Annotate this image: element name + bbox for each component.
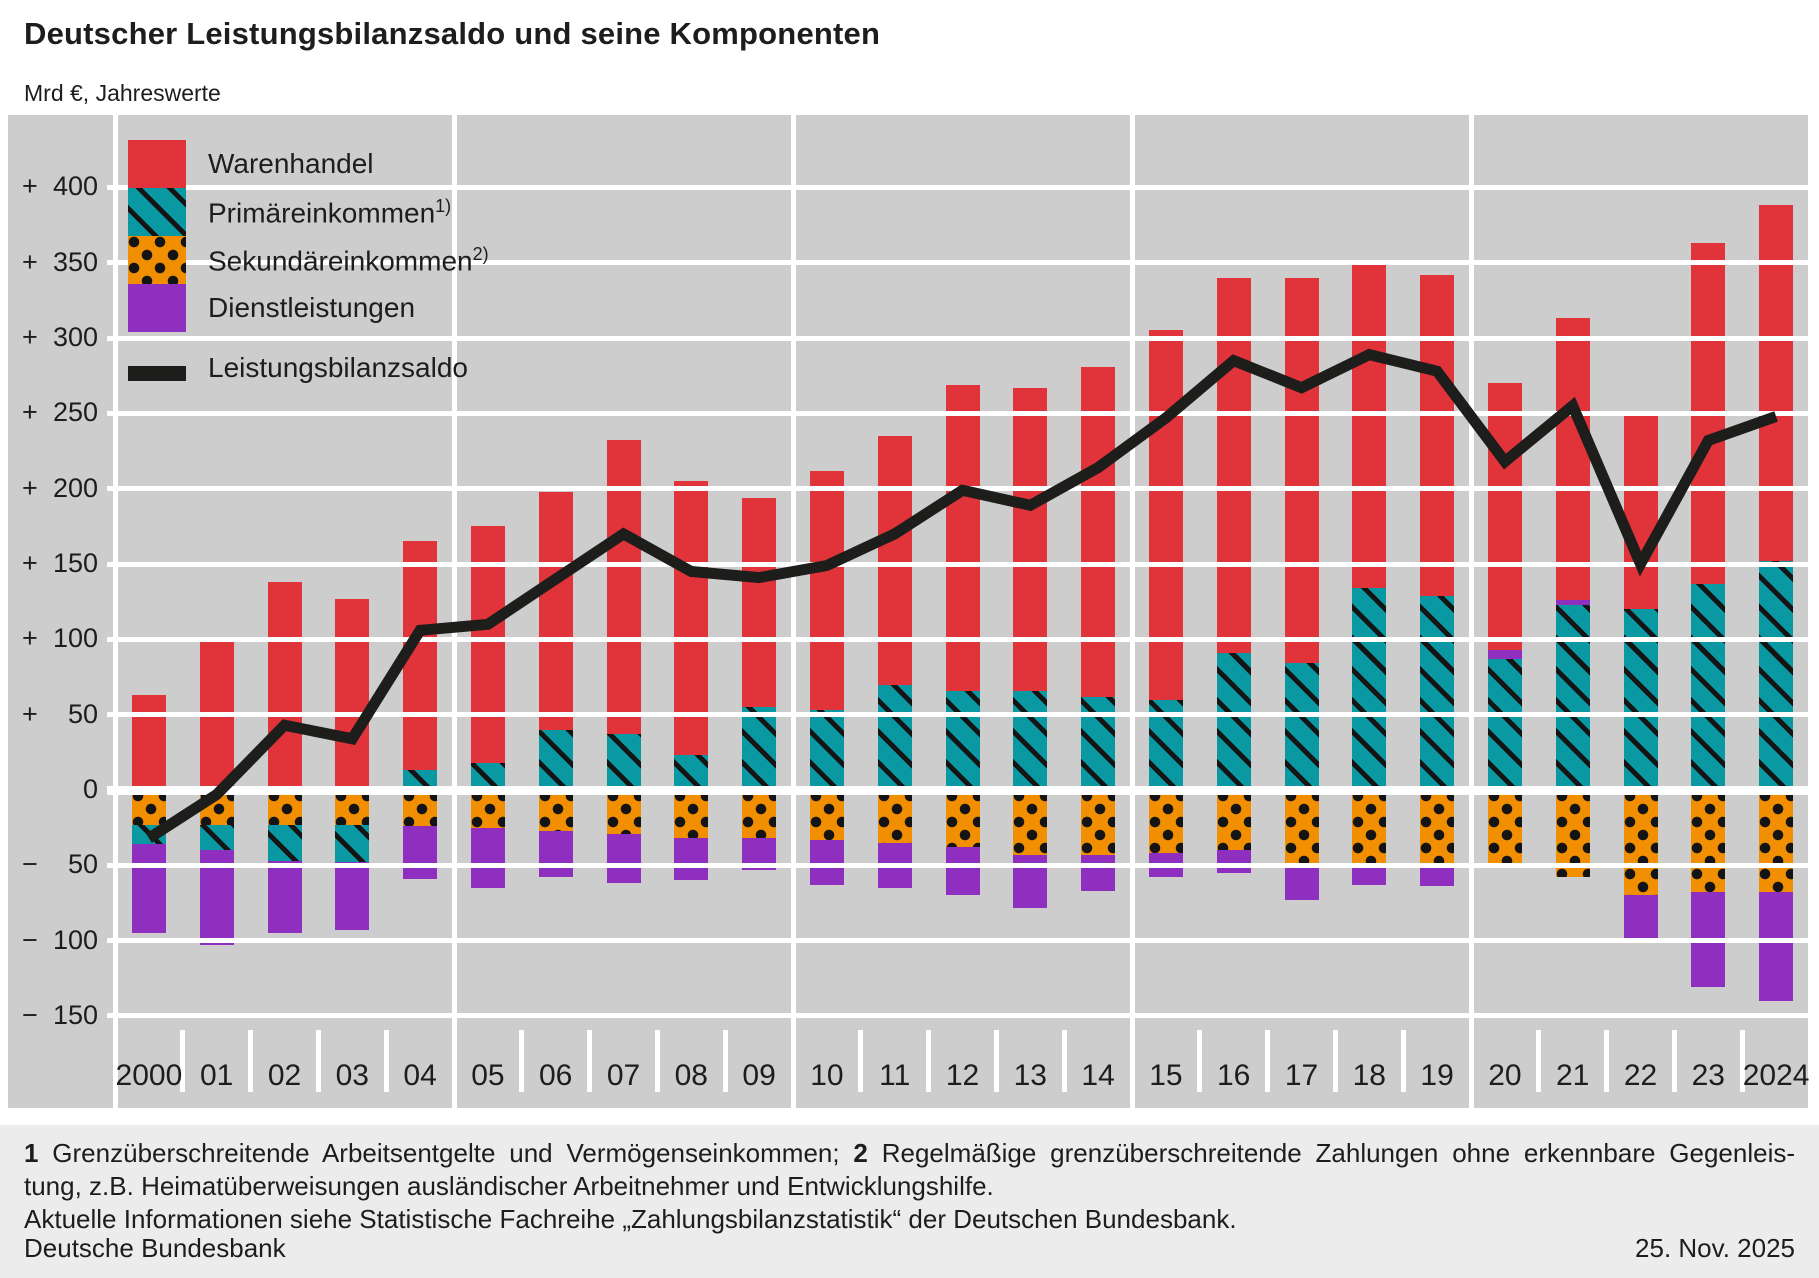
bar-segment-warenhandel-06 (539, 492, 573, 730)
bar-segment-sekundäreinkommen-01 (200, 790, 234, 825)
bar-segment-warenhandel-22 (1624, 412, 1658, 609)
x-axis-label-12: 12 (945, 1059, 980, 1092)
footnote-line-3: Aktuelle Informationen siehe Statistische Fachreihe „Zahlungsbilanzstatistik“ der Deutschen Bundesbank. (24, 1204, 1237, 1234)
bar-segment-warenhandel-14 (1081, 367, 1115, 697)
x-axis-label-2024: 2024 (1742, 1059, 1810, 1092)
bar-segment-primäreinkommen-12 (946, 691, 980, 790)
bar-segment-warenhandel-11 (878, 436, 912, 685)
bar-segment-dienstleistungen-14 (1081, 855, 1115, 891)
bar-segment-warenhandel-18 (1352, 260, 1386, 588)
bar-segment-sekundäreinkommen-07 (607, 790, 641, 834)
bar-segment-warenhandel-16 (1217, 278, 1251, 653)
bar-segment-dienstleistungen-19 (1420, 867, 1454, 887)
bar-segment-primäreinkommen-02 (268, 825, 302, 861)
footnote-area (0, 1125, 1819, 1278)
bar-segment-sekundäreinkommen-16 (1217, 790, 1251, 850)
bar-segment-dienstleistungen-16 (1217, 850, 1251, 873)
bar-segment-warenhandel-04 (403, 541, 437, 770)
y-axis-label-−150: − 150 (22, 999, 98, 1030)
bar-segment-warenhandel-20 (1488, 383, 1522, 650)
bar-segment-sekundäreinkommen-03 (335, 790, 369, 825)
x-axis-label-15: 15 (1149, 1059, 1183, 1092)
bar-segment-sekundäreinkommen-23 (1691, 790, 1725, 892)
gridline-0 (107, 786, 1810, 795)
gridline-+250 (107, 411, 1810, 416)
bar-segment-sekundäreinkommen-17 (1285, 790, 1319, 865)
legend-swatch-dienstleistungen (128, 284, 186, 332)
bar-segment-warenhandel-10 (810, 471, 844, 711)
bar-segment-sekundäreinkommen-09 (742, 790, 776, 838)
bar-segment-sekundäreinkommen-02 (268, 790, 302, 825)
bar-segment-dienstleistungen-22 (1624, 895, 1658, 942)
gridline-−100 (107, 938, 1810, 943)
legend-swatch-primaereinkommen (128, 188, 186, 236)
chart-unit-subtitle: Mrd €, Jahreswerte (24, 80, 221, 106)
footnote-line-1: 1 Grenzüberschreitende Arbeitsentgelte und Vermögenseinkommen; 2 Regelmäßige grenzüberschreitende Zahlungen ohne erkennbare Gegenleis- (24, 1138, 1795, 1168)
x-axis-label-04: 04 (403, 1059, 437, 1092)
bar-segment-dienstleistungen-02 (268, 861, 302, 933)
bar-segment-dienstleistungen-2000 (132, 844, 166, 933)
source-label: Deutsche Bundesbank (24, 1233, 286, 1263)
y-axis-label-+250: + 250 (22, 397, 98, 428)
legend-label-warenhandel: Warenhandel (208, 148, 374, 179)
x-axis-label-03: 03 (335, 1059, 369, 1092)
gridline-+300 (107, 336, 1810, 341)
bar-segment-warenhandel-19 (1420, 275, 1454, 596)
bar-segment-warenhandel-21 (1556, 318, 1590, 600)
bar-segment-sekundäreinkommen-12 (946, 790, 980, 847)
bar-segment-warenhandel-02 (268, 582, 302, 790)
bar-segment-primäreinkommen-06 (539, 730, 573, 790)
bar-segment-sekundäreinkommen-08 (674, 790, 708, 838)
bar-segment-dienstleistungen-08 (674, 838, 708, 880)
bar-segment-primäreinkommen-2000 (132, 825, 166, 845)
bar-segment-sekundäreinkommen-18 (1352, 790, 1386, 864)
bar-segment-primäreinkommen-01 (200, 825, 234, 851)
bar-segment-sekundäreinkommen-06 (539, 790, 573, 831)
bar-segment-primäreinkommen-07 (607, 734, 641, 790)
bar-segment-sekundäreinkommen-20 (1488, 790, 1522, 868)
legend-label-leistungsbilanzsaldo: Leistungsbilanzsaldo (208, 352, 468, 383)
x-axis-label-07: 07 (606, 1059, 641, 1092)
bar-segment-warenhandel-15 (1149, 330, 1183, 699)
legend-swatch-warenhandel (128, 140, 186, 188)
x-axis-label-22: 22 (1623, 1059, 1658, 1092)
bar-segment-dienstleistungen-06 (539, 831, 573, 878)
y-axis-label-+300: + 300 (22, 322, 98, 353)
gridline-−150 (107, 1013, 1810, 1018)
y-axis-label-−50: − 50 (22, 849, 98, 880)
bar-segment-dienstleistungen-21 (1556, 600, 1590, 605)
bar-segment-primäreinkommen-17 (1285, 663, 1319, 790)
y-axis-label-+100: + 100 (22, 623, 98, 654)
y-axis-label-+150: + 150 (22, 548, 98, 578)
x-axis-label-08: 08 (674, 1059, 708, 1092)
y-axis-label-0: 0 (82, 774, 98, 804)
bar-segment-primäreinkommen-20 (1488, 659, 1522, 790)
bar-segment-dienstleistungen-04 (403, 826, 437, 879)
bar-segment-primäreinkommen-16 (1217, 653, 1251, 790)
x-axis-label-21: 21 (1556, 1059, 1590, 1092)
x-axis-label-19: 19 (1420, 1059, 1454, 1092)
bar-segment-primäreinkommen-2024 (1759, 561, 1793, 790)
gridline-+100 (107, 637, 1810, 642)
chart-plot-area (8, 115, 1811, 1108)
bar-segment-sekundäreinkommen-15 (1149, 790, 1183, 853)
bar-segment-sekundäreinkommen-14 (1081, 790, 1115, 855)
x-axis-label-11: 11 (879, 1059, 911, 1092)
x-axis-label-2000: 2000 (115, 1059, 183, 1092)
x-axis-label-17: 17 (1284, 1059, 1319, 1092)
legend-swatch-sekundaereinkommen (128, 236, 186, 284)
gridline-+400 (107, 185, 1810, 190)
x-axis-label-13: 13 (1013, 1059, 1047, 1092)
bar-segment-sekundäreinkommen-05 (471, 790, 505, 828)
x-axis-label-05: 05 (471, 1059, 505, 1092)
gridline-+150 (107, 562, 1810, 567)
y-axis-label-+400: + 400 (22, 171, 98, 202)
y-axis-label-+350: + 350 (22, 246, 98, 277)
bar-segment-primäreinkommen-09 (742, 707, 776, 790)
y-axis-label-+200: + 200 (22, 472, 98, 503)
gridline-−50 (107, 863, 1810, 868)
bar-segment-sekundäreinkommen-19 (1420, 790, 1454, 867)
bar-segment-sekundäreinkommen-11 (878, 790, 912, 843)
bar-segment-warenhandel-2000 (132, 695, 166, 790)
x-axis-label-10: 10 (810, 1059, 844, 1092)
x-axis-label-20: 20 (1488, 1059, 1522, 1092)
bar-segment-primäreinkommen-18 (1352, 588, 1386, 790)
bar-segment-primäreinkommen-10 (810, 710, 844, 790)
legend-label-primaereinkommen: Primäreinkommen$^{1)}$ (208, 196, 452, 229)
bar-segment-primäreinkommen-14 (1081, 697, 1115, 790)
legend-swatch-leistungsbilanzsaldo (128, 366, 186, 381)
x-axis-label-18: 18 (1352, 1059, 1386, 1092)
y-axis-label-−100: − 100 (22, 924, 98, 955)
bar-segment-sekundäreinkommen-22 (1624, 790, 1658, 895)
bar-segment-sekundäreinkommen-2000 (132, 790, 166, 825)
x-axis-label-01: 01 (200, 1059, 234, 1092)
x-axis-label-02: 02 (267, 1059, 302, 1092)
bar-segment-sekundäreinkommen-2024 (1759, 790, 1793, 892)
bar-segment-warenhandel-03 (335, 599, 369, 790)
bar-segment-warenhandel-2024 (1759, 205, 1793, 561)
bar-segment-sekundäreinkommen-04 (403, 790, 437, 826)
y-axis-label-+50: + 50 (22, 698, 98, 729)
legend-label-sekundaereinkommen: Sekundäreinkommen$^{2)}$ (208, 244, 489, 277)
bar-segment-warenhandel-09 (742, 498, 776, 707)
x-axis-label-14: 14 (1081, 1059, 1115, 1092)
bar-segment-dienstleistungen-03 (335, 862, 369, 930)
bar-segment-sekundäreinkommen-13 (1013, 790, 1047, 855)
bar-segment-dienstleistungen-20 (1488, 650, 1522, 659)
gridline-+50 (107, 712, 1810, 717)
bar-segment-sekundäreinkommen-10 (810, 790, 844, 840)
x-axis-label-06: 06 (539, 1059, 573, 1092)
bar-segment-dienstleistungen-2024 (1759, 892, 1793, 1000)
footnote-line-2: tung, z.B. Heimatüberweisungen ausländischer Arbeitnehmer und Entwicklungshilfe. (24, 1171, 994, 1201)
bar-segment-primäreinkommen-13 (1013, 691, 1047, 790)
bar-segment-dienstleistungen-05 (471, 828, 505, 888)
bar-segment-primäreinkommen-03 (335, 825, 369, 863)
gridline-+200 (107, 486, 1810, 491)
bar-segment-warenhandel-13 (1013, 388, 1047, 691)
x-axis-label-09: 09 (742, 1059, 776, 1092)
bar-segment-primäreinkommen-21 (1556, 605, 1590, 790)
legend-label-dienstleistungen: Dienstleistungen (208, 292, 416, 323)
bar-segment-warenhandel-12 (946, 385, 980, 691)
date-label: 25. Nov. 2025 (1635, 1233, 1795, 1263)
bar-segment-dienstleistungen-17 (1285, 865, 1319, 900)
bar-segment-primäreinkommen-23 (1691, 584, 1725, 790)
bar-segment-dienstleistungen-12 (946, 847, 980, 895)
bar-segment-primäreinkommen-11 (878, 685, 912, 790)
bar-segment-dienstleistungen-07 (607, 834, 641, 884)
bar-segment-primäreinkommen-19 (1420, 596, 1454, 790)
page-title: Deutscher Leistungsbilanzsaldo und seine Komponenten (24, 16, 881, 51)
bar-segment-warenhandel-07 (607, 440, 641, 734)
x-axis-label-23: 23 (1691, 1059, 1725, 1092)
x-axis-label-16: 16 (1217, 1059, 1251, 1092)
